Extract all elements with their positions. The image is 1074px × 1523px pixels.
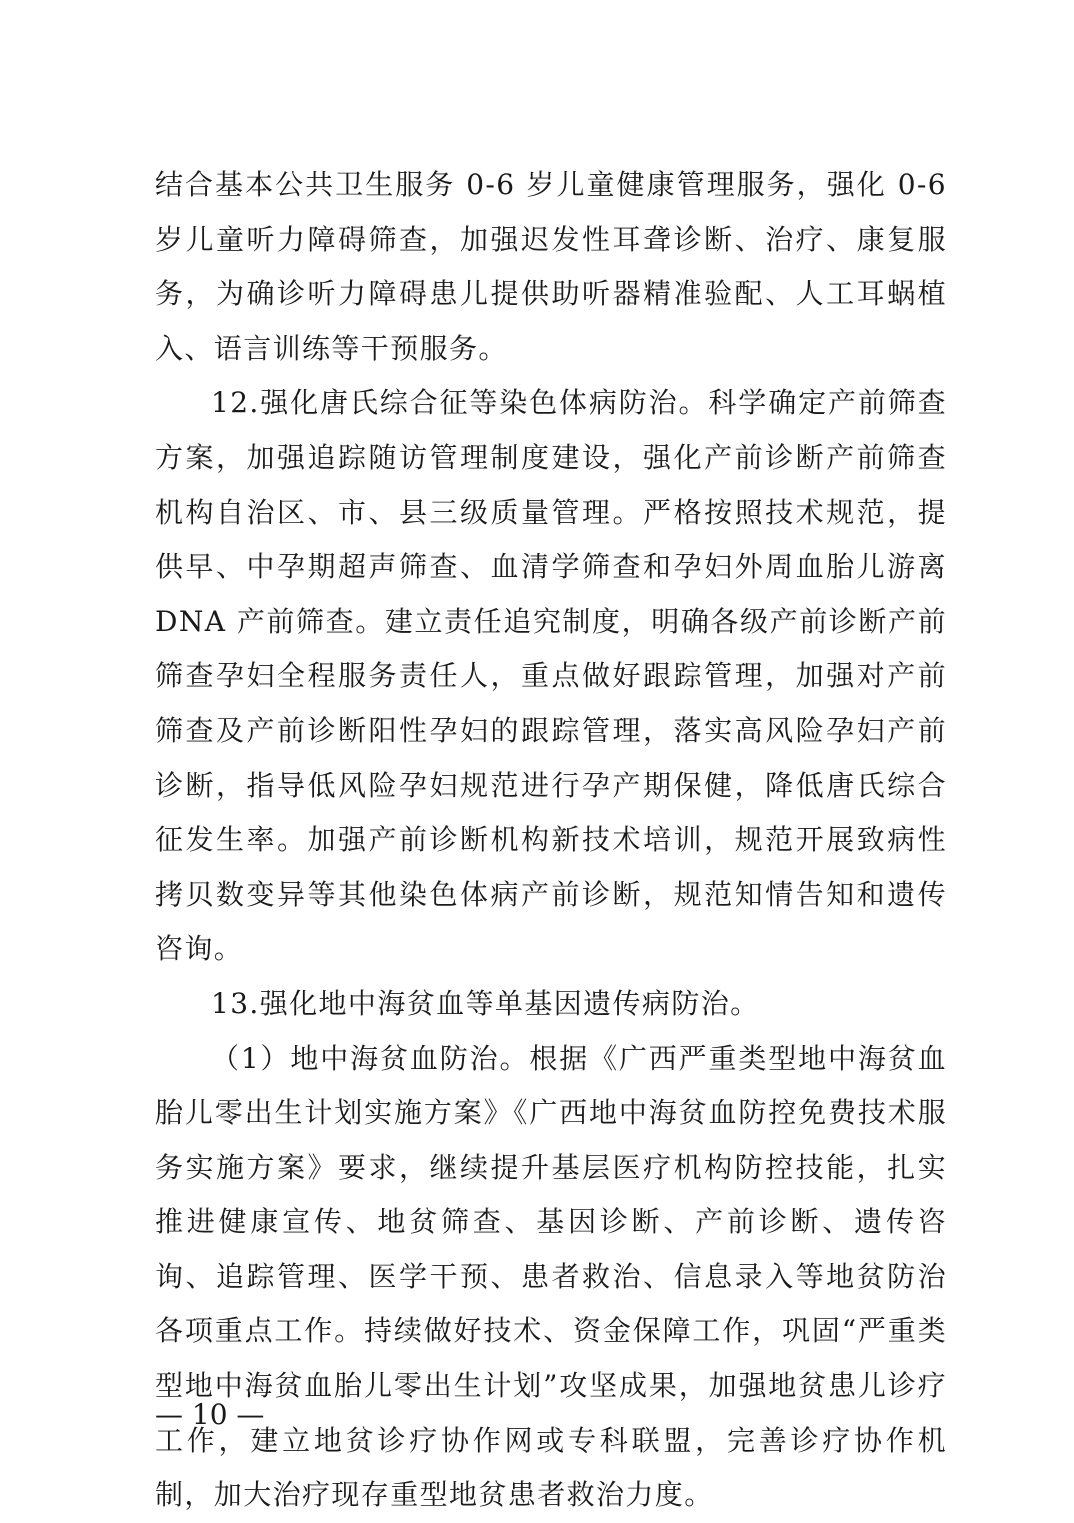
paragraph-thalassemia-prevention: （1）地中海贫血防治。根据《广西严重类型地中海贫血胎儿零出生计划实施方案》《广西地中海贫血防控免费技术服务实施方案》要求，继续提升基层医疗机构防控技能，扎实推进健康宣传、地贫筛查、基因诊断、产前诊断、遗传咨询、追踪管理、医学干预、患者救治、信息录入等地贫防治各项重点工作。持续做好技术、资金保障工作，巩固“严重类型地中海贫血胎儿零出生计划”攻坚成果，加强地贫患儿诊疗工作，建立地贫诊疗协作网或专科联盟，完善诊疗协作机制，加大治疗现存重型地贫患者救治力度。: [155, 1041, 947, 1512]
paragraph-heading-thalassemia: 13.强化地中海贫血等单基因遗传病防治。: [211, 986, 760, 1020]
paragraph-hearing-screening: 结合基本公共卫生服务 0-6 岁儿童健康管理服务，强化 0-6 岁儿童听力障碍筛查，加强迟发性耳聋诊断、治疗、康复服务，为确诊听力障碍患儿提供助听器精准验配、人工耳蜗植入、语言训练等干预服务。: [155, 168, 947, 365]
body-text: [155, 158, 947, 1523]
paragraph-down-syndrome: 12.强化唐氏综合征等染色体病防治。科学确定产前筛查方案，加强追踪随访管理制度建设，强化产前诊断产前筛查机构自治区、市、县三级质量管理。严格按照技术规范，提供早、中孕期超声筛查、血清学筛查和孕妇外周血胎儿游离 DNA 产前筛查。建立责任追究制度，明确各级产前诊断产前筛查孕妇全程服务责任人，重点做好跟踪管理，加强对产前筛查及产前诊断阳性孕妇的跟踪管理，落实高风险孕妇产前诊断，指导低风险孕妇规范进行孕产期保健，降低唐氏综合征发生率。加强产前诊断机构新技术培训，规范开展致病性拷贝数变异等其他染色体病产前诊断，规范知情告知和遗传咨询。: [155, 386, 947, 966]
page-number: — 10 —: [155, 1398, 265, 1431]
